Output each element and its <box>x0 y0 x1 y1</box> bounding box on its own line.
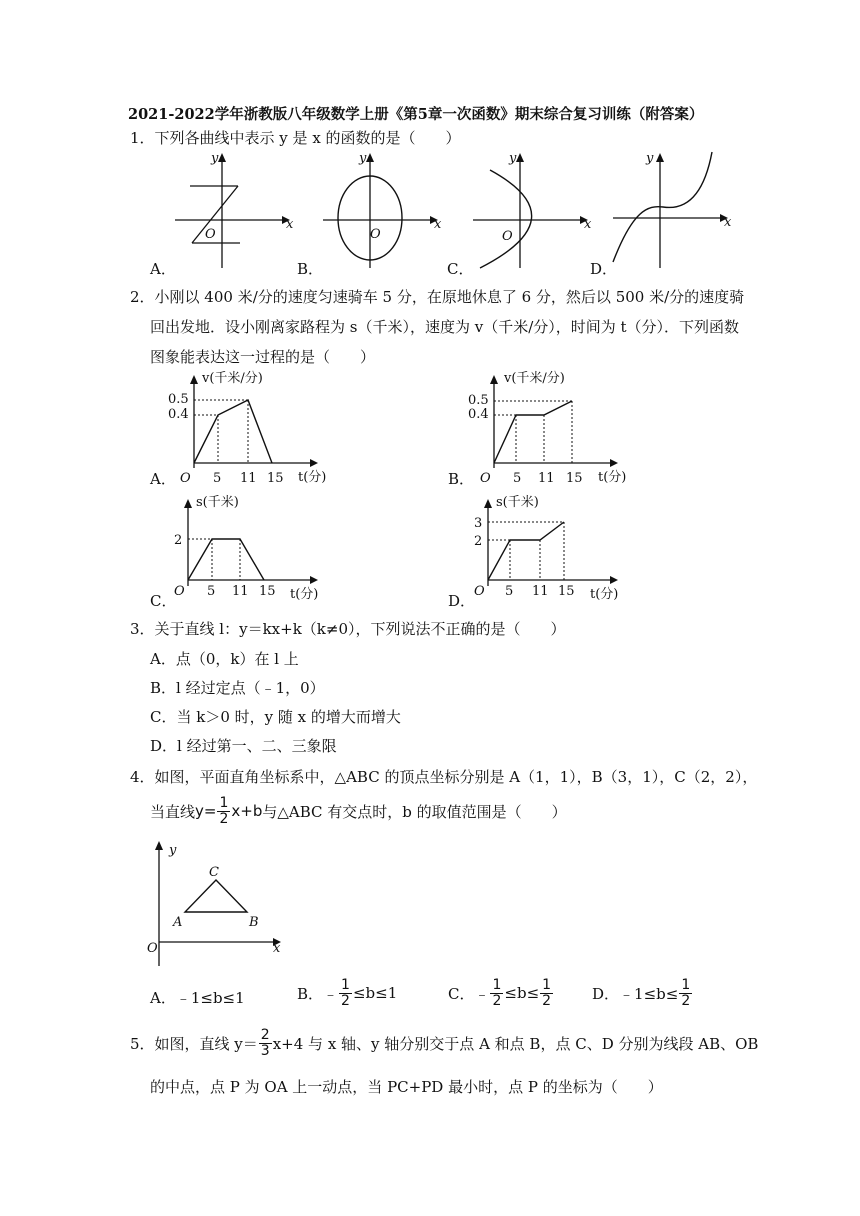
q4-fraction <box>217 796 230 826</box>
q4-option-c-fraction-2 <box>540 978 553 1008</box>
axis-x-label: x <box>584 217 592 232</box>
tick-label: 11 <box>232 584 249 599</box>
question-5-line-2: 的中点，点 P 为 OA 上一动点，当 PC+PD 最小时，点 P 的坐标为（ ） <box>150 1078 663 1096</box>
tick-label: 11 <box>538 471 555 486</box>
q1-option-d: D． <box>590 260 618 278</box>
q4-option-c-pre: C．﹣ <box>448 984 490 1003</box>
q2-option-a: A． <box>150 470 176 488</box>
fraction-denominator: 2 <box>492 992 502 1009</box>
fraction-denominator: 2 <box>542 992 552 1009</box>
q5-line1-post: x+4 与 x 轴、y 轴分别交于点 A 和点 B，点 C、D 分别为线段 AB、OB <box>272 1034 759 1053</box>
s-axis-label: s(千米) <box>496 495 539 510</box>
origin-label: O <box>502 229 513 244</box>
fraction-denominator: 2 <box>681 992 691 1009</box>
q4-line2-post: 与△ABC 有交点时，b 的取值范围是（ ） <box>262 802 567 821</box>
q5-line1-pre: 5．如图，直线 y＝ <box>130 1034 258 1053</box>
q4-option-c <box>448 978 554 1008</box>
q3-option-b: B．l 经过定点（﹣1，0） <box>150 679 325 697</box>
axis-x-label: x <box>286 217 294 232</box>
q2-option-d: D． <box>448 592 476 610</box>
q4-option-b-post: ≤b≤1 <box>352 984 398 1003</box>
tick-label: 15 <box>259 584 276 599</box>
tick-label: 15 <box>558 584 575 599</box>
tick-label: 15 <box>566 471 583 486</box>
q4-option-a: A．﹣1≤b≤1 <box>150 989 245 1007</box>
q4-eq-rest: x+b <box>231 802 263 821</box>
axis-y-label: y <box>646 151 654 166</box>
q4-option-b-fraction <box>339 978 352 1008</box>
q3-option-d: D．l 经过第一、二、三象限 <box>150 737 337 755</box>
tick-label: 5 <box>513 471 522 486</box>
q4-option-d-text: D．﹣1≤b≤ <box>592 984 679 1003</box>
q4-option-c-fraction-1 <box>490 978 503 1008</box>
q1-graph-a <box>170 150 300 270</box>
fraction-denominator: 3 <box>260 1042 270 1059</box>
t-axis-label: t(分) <box>290 587 319 602</box>
q4-eq-y: y= <box>195 802 217 821</box>
origin-label: O <box>180 471 191 486</box>
tick-label: 0.5 <box>168 392 189 407</box>
point-a-label: A <box>173 915 183 930</box>
fraction-numerator: 1 <box>219 795 229 811</box>
fraction-denominator: 2 <box>341 992 350 1009</box>
origin-label: O <box>370 227 381 242</box>
question-4-line-2 <box>150 796 567 826</box>
t-axis-label: t(分) <box>590 587 619 602</box>
tick-label: 15 <box>267 471 284 486</box>
question-2-line-2: 回出发地．设小刚离家路程为 s（千米），速度为 v（千米/分），时间为 t（分）．下列函数 <box>150 318 740 336</box>
q1-option-a: A． <box>150 260 176 278</box>
axis-x-label: x <box>724 215 732 230</box>
tick-label: 5 <box>505 584 514 599</box>
q2-graph-a <box>170 370 350 485</box>
fraction-numerator: 1 <box>341 977 350 993</box>
tick-label: 11 <box>240 471 257 486</box>
v-axis-label: v(千米/分) <box>504 371 565 386</box>
question-2-line-3: 图象能表达这一过程的是（ ） <box>150 348 376 366</box>
t-axis-label: t(分) <box>598 470 627 485</box>
axis-x-label: x <box>273 941 281 956</box>
q3-option-a: A．点（0，k）在 l 上 <box>150 650 299 668</box>
q2-option-b: B． <box>448 470 475 488</box>
question-3-text: 3．关于直线 l：y＝kx+k（k≠0），下列说法不正确的是（ ） <box>130 620 566 638</box>
question-1-text: 1．下列各曲线中表示 y 是 x 的函数的是（ ） <box>130 129 461 147</box>
q4-option-b-pre: B．﹣ <box>297 984 339 1003</box>
tick-label: 3 <box>474 516 483 531</box>
origin-label: O <box>480 471 491 486</box>
tick-label: 0.4 <box>468 407 489 422</box>
axis-y-label: y <box>211 151 219 166</box>
point-c-label: C <box>209 865 219 880</box>
q2-graph-b <box>470 370 650 485</box>
question-2-line-1: 2．小刚以 400 米/分的速度匀速骑车 5 分，在原地休息了 6 分，然后以 500 米/分的速度骑 <box>130 288 745 306</box>
axis-x-label: x <box>434 217 442 232</box>
question-4-line-1: 4．如图，平面直角坐标系中，△ABC 的顶点坐标分别是 A（1，1），B（3，1），C（2，2）， <box>130 768 758 786</box>
tick-label: 5 <box>207 584 216 599</box>
q1-option-c: C． <box>447 260 474 278</box>
point-b-label: B <box>249 915 259 930</box>
q4-triangle-figure <box>145 838 295 973</box>
fraction-numerator: 1 <box>492 977 502 993</box>
q4-line2-pre: 当直线 <box>150 802 196 821</box>
v-axis-label: v(千米/分) <box>202 371 263 386</box>
tick-label: 2 <box>174 533 183 548</box>
s-axis-label: s(千米) <box>196 495 239 510</box>
question-5-line-1 <box>130 1028 758 1058</box>
q1-graph-b <box>318 150 448 270</box>
tick-label: 11 <box>532 584 549 599</box>
tick-label: 5 <box>213 471 222 486</box>
axis-y-label: y <box>169 843 177 858</box>
q1-graph-c <box>468 150 598 275</box>
q4-option-d-fraction <box>679 978 692 1008</box>
origin-label: O <box>174 584 185 599</box>
fraction-numerator: 1 <box>681 977 691 993</box>
q1-option-b: B． <box>297 260 324 278</box>
q1-graph-d <box>608 150 738 275</box>
q3-option-c: C．当 k＞0 时，y 随 x 的增大而增大 <box>150 708 401 726</box>
axis-y-label: y <box>359 151 367 166</box>
q2-graph-d <box>470 492 650 607</box>
t-axis-label: t(分) <box>298 470 327 485</box>
fraction-numerator: 1 <box>542 977 552 993</box>
tick-label: 0.5 <box>468 393 489 408</box>
q4-option-d <box>592 978 693 1008</box>
q4-option-b <box>297 978 397 1008</box>
axis-y-label: y <box>509 151 517 166</box>
q5-fraction <box>259 1028 272 1058</box>
q4-option-c-mid: ≤b≤ <box>504 984 540 1003</box>
origin-label: O <box>474 584 485 599</box>
tick-label: 0.4 <box>168 407 189 422</box>
fraction-numerator: 2 <box>260 1027 270 1043</box>
q2-option-c: C． <box>150 592 177 610</box>
origin-label: O <box>147 941 158 956</box>
q2-graph-c <box>170 492 350 607</box>
page-title: 2021-2022学年浙教版八年级数学上册《第5章一次函数》期末综合复习训练（附答案） <box>128 106 704 123</box>
tick-label: 2 <box>474 534 483 549</box>
origin-label: O <box>205 227 216 242</box>
fraction-denominator: 2 <box>219 810 229 827</box>
